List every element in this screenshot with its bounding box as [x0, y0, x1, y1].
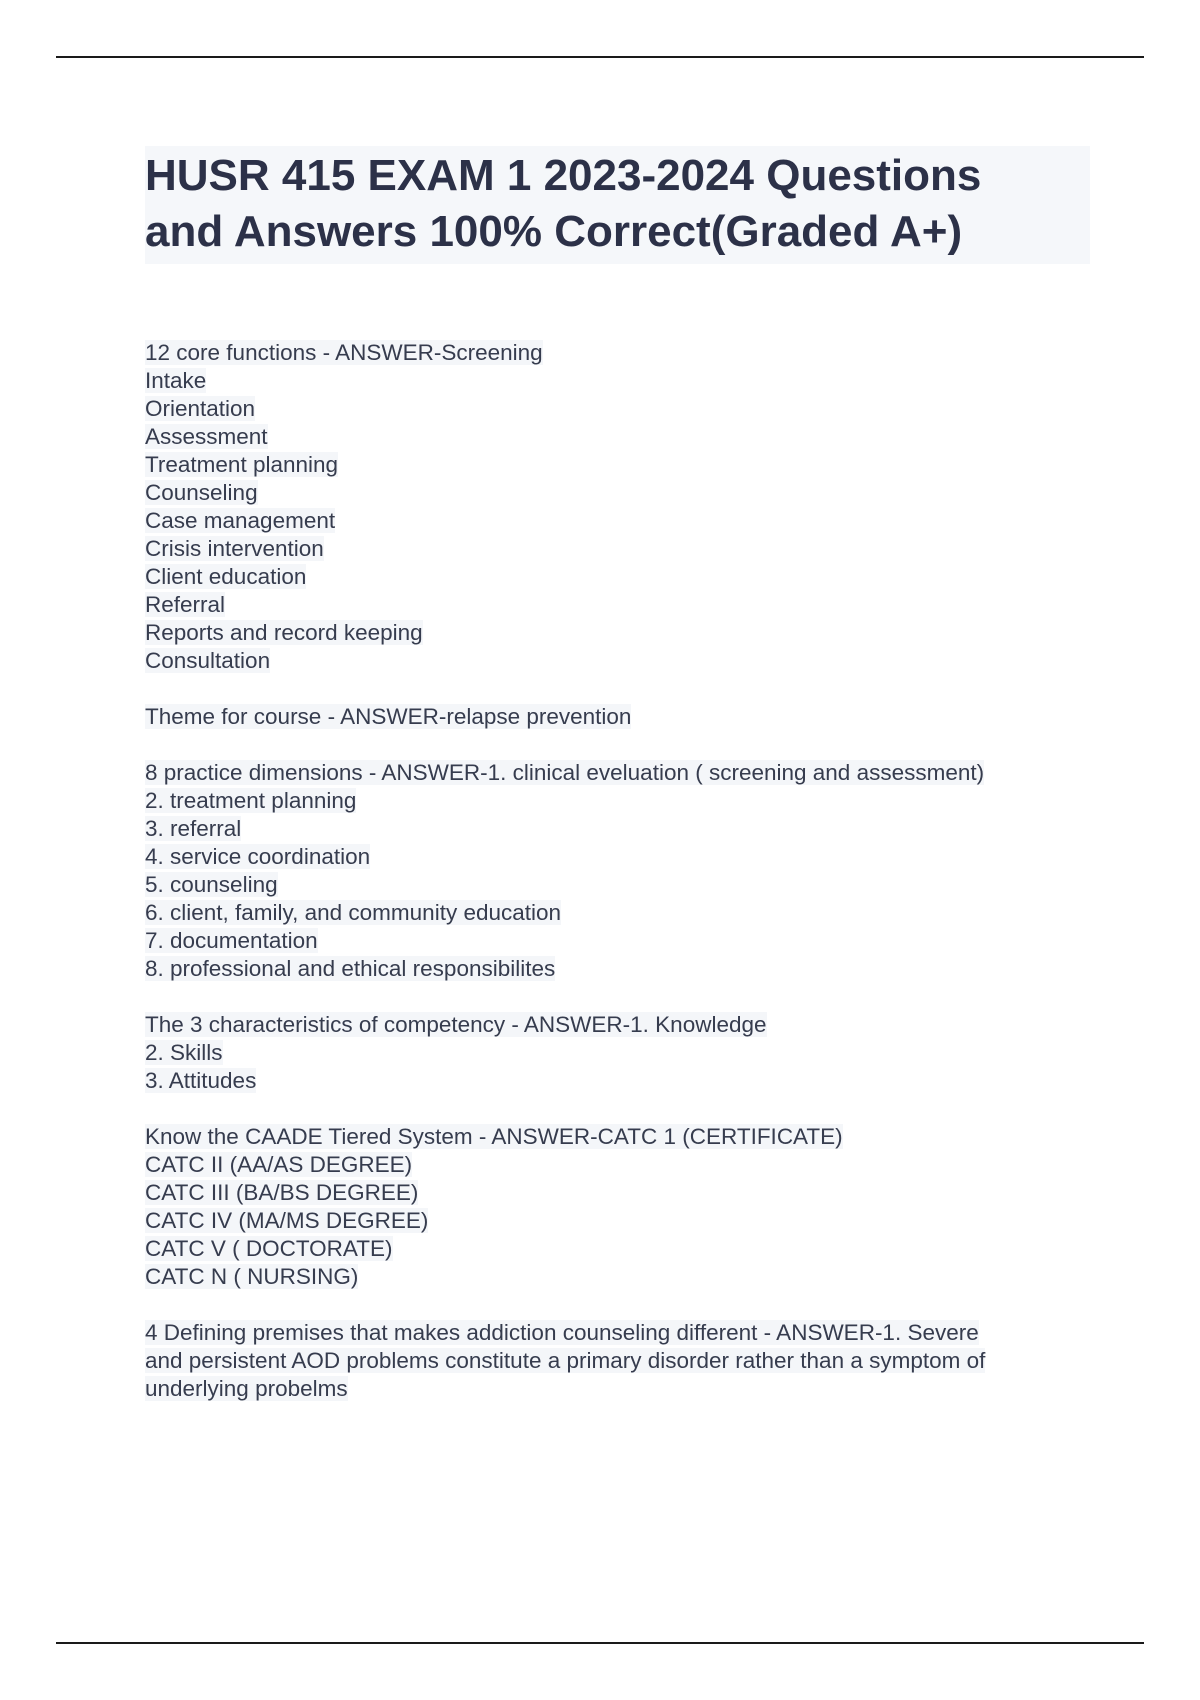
qa-item-course-theme	[145, 703, 1105, 731]
bottom-rule	[56, 1642, 1144, 1644]
text-line: CATC N ( NURSING)	[145, 1264, 359, 1289]
qa-item-core-functions	[145, 339, 1105, 675]
text-line: Referral	[145, 592, 226, 617]
qa-item-competency	[145, 1011, 1105, 1095]
text-line: 8 practice dimensions - ANSWER-1. clinical eveluation ( screening and assessment)	[145, 760, 985, 785]
text-line: 2. treatment planning	[145, 788, 357, 813]
text-line: CATC V ( DOCTORATE)	[145, 1236, 393, 1261]
text-line: Reports and record keeping	[145, 620, 423, 645]
text-line: Counseling	[145, 480, 258, 505]
title-line-2: and Answers 100% Correct(Graded A+)	[145, 207, 963, 256]
text-line: 4. service coordination	[145, 844, 371, 869]
top-rule	[56, 56, 1144, 58]
text-line: Orientation	[145, 396, 256, 421]
text-line: Assessment	[145, 424, 268, 449]
text-line: 2. Skills	[145, 1040, 223, 1065]
text-line: The 3 characteristics of competency - ANSWER-1. Knowledge	[145, 1012, 767, 1037]
text-line: 7. documentation	[145, 928, 318, 953]
text-line: underlying probelms	[145, 1376, 348, 1401]
text-line: CATC IV (MA/MS DEGREE)	[145, 1208, 429, 1233]
text-line: Client education	[145, 564, 307, 589]
qa-item-caade-tiers	[145, 1123, 1105, 1291]
text-line: 6. client, family, and community education	[145, 900, 562, 925]
text-line: and persistent AOD problems constitute a primary disorder rather than a symptom of	[145, 1348, 986, 1373]
document-title	[145, 146, 1090, 264]
text-line: 12 core functions - ANSWER-Screening	[145, 340, 543, 365]
text-line: Consultation	[145, 648, 271, 673]
text-line: 3. referral	[145, 816, 242, 841]
text-line: 8. professional and ethical responsibilites	[145, 956, 556, 981]
title-line-1: HUSR 415 EXAM 1 2023-2024 Questions	[145, 151, 982, 200]
qa-item-defining-premises	[145, 1319, 1105, 1403]
text-line: Theme for course - ANSWER-relapse prevention	[145, 704, 632, 729]
text-line: Intake	[145, 368, 207, 393]
text-line: Treatment planning	[145, 452, 339, 477]
document-body	[145, 339, 1105, 1431]
text-line: CATC III (BA/BS DEGREE)	[145, 1180, 419, 1205]
text-line: 3. Attitudes	[145, 1068, 257, 1093]
text-line: 4 Defining premises that makes addiction counseling different - ANSWER-1. Severe	[145, 1320, 979, 1345]
text-line: Case management	[145, 508, 336, 533]
text-line: CATC II (AA/AS DEGREE)	[145, 1152, 413, 1177]
text-line: Know the CAADE Tiered System - ANSWER-CATC 1 (CERTIFICATE)	[145, 1124, 843, 1149]
text-line: 5. counseling	[145, 872, 278, 897]
qa-item-practice-dimensions	[145, 759, 1105, 983]
text-line: Crisis intervention	[145, 536, 324, 561]
